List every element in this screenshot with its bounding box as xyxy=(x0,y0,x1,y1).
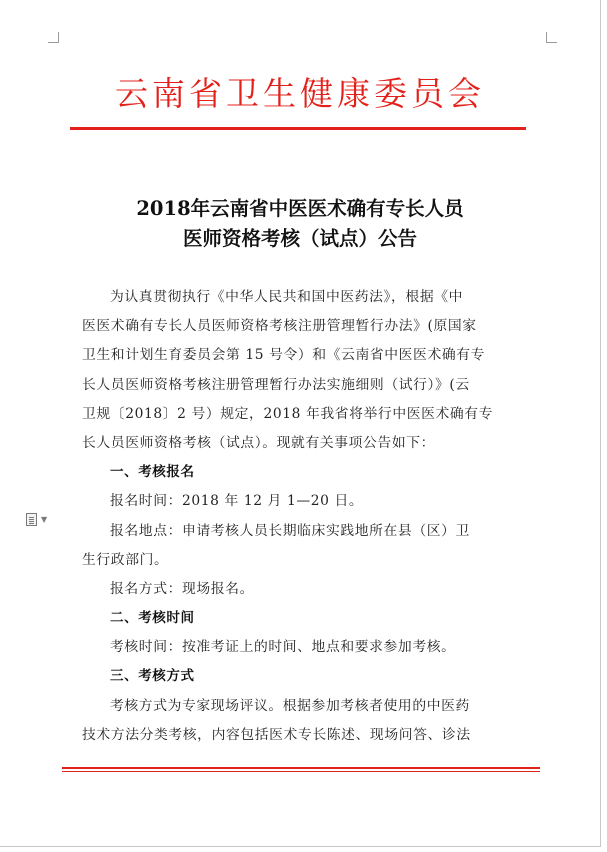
section-heading-exam-method: 三、考核方式 xyxy=(110,668,195,685)
body-line: 长人员医师资格考核注册管理暂行办法实施细则（试行）》(云 xyxy=(82,376,470,393)
document-icon[interactable] xyxy=(26,513,37,526)
exam-method-line-1: 考核方式为专家现场评议。根据参加考核者使用的中医药 xyxy=(110,697,470,714)
document-title xyxy=(62,194,538,254)
masthead-red-rule xyxy=(70,127,526,130)
body-line: 卫生和计划生育委员会第 15 号令）和《云南省中医医术确有专 xyxy=(82,347,486,364)
registration-time: 报名时间：2018 年 12 月 1—20 日。 xyxy=(110,493,364,510)
section-heading-exam-time: 二、考核时间 xyxy=(110,610,195,627)
margin-corner-mark xyxy=(546,32,557,43)
registration-place-cont: 生行政部门。 xyxy=(82,551,169,568)
chevron-down-icon[interactable]: ▼ xyxy=(41,515,48,524)
section-heading-registration: 一、考核报名 xyxy=(110,464,195,481)
body-line: 医医术确有专长人员医师资格考核注册管理暂行办法》(原国家 xyxy=(82,318,477,335)
body-line: 卫规〔2018〕2 号）规定，2018 年我省将举行中医医术确有专 xyxy=(82,405,494,422)
title-line-1: 2018年云南省中医医术确有专长人员 xyxy=(136,197,464,220)
title-line-2: 医师资格考核（试点）公告 xyxy=(182,227,417,250)
registration-place: 报名地点：申请考核人员长期临床实践地所在县（区）卫 xyxy=(110,522,470,539)
footer-red-rule xyxy=(62,767,540,769)
exam-method-line-2: 技术方法分类考核，内容包括医术专长陈述、现场问答、诊法 xyxy=(82,726,471,743)
margin-corner-mark xyxy=(48,32,59,43)
footer-red-rule-thin xyxy=(62,771,540,772)
body-line: 为认真贯彻执行《中华人民共和国中医药法》，根据《中 xyxy=(110,289,464,305)
document-body xyxy=(82,283,526,750)
body-line: 长人员医师资格考核（试点）。现就有关事项公告如下： xyxy=(82,434,436,451)
registration-method: 报名方式：现场报名。 xyxy=(110,580,254,597)
exam-time-text: 考核时间：按准考证上的时间、地点和要求参加考核。 xyxy=(110,639,456,656)
agency-masthead: 云南省卫生健康委员会 xyxy=(115,74,485,113)
